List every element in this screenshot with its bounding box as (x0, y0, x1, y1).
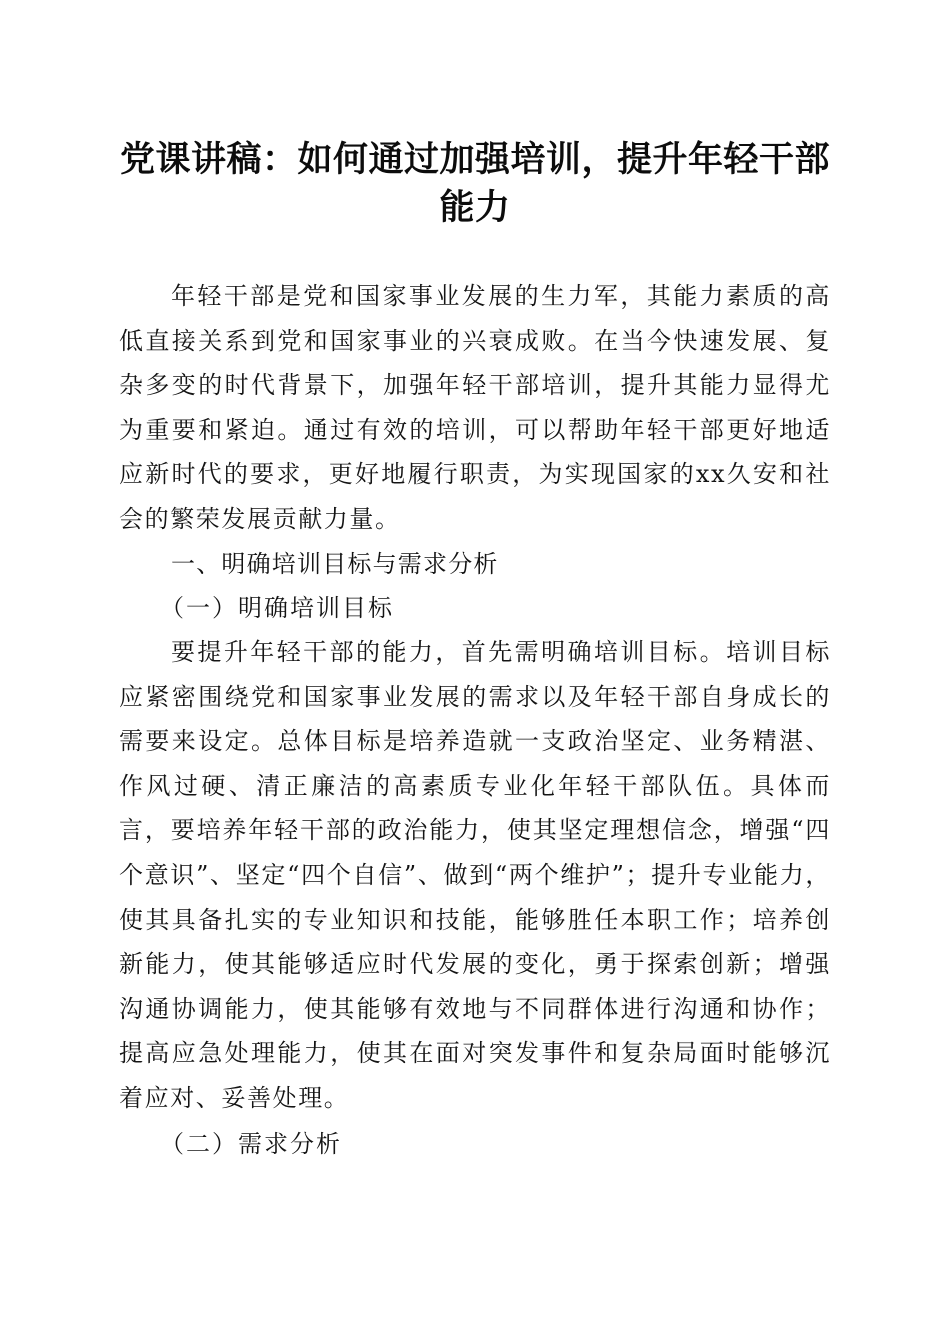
intro-paragraph: 年轻干部是党和国家事业发展的生力军，其能力素质的高低直接关系到党和国家事业的兴衰成败。在当今快速发展、复杂多变的时代背景下，加强年轻干部培训，提升其能力显得尤为重要和紧迫。通过有效的培训，可以帮助年轻干部更好地适应新时代的要求，更好地履行职责，为实现国家的xx久安和社会的繁荣发展贡献力量。 (119, 282, 831, 533)
subsection-heading-1-1: （一）明确培训目标 (160, 594, 394, 622)
subsection-heading-1-2: （二）需求分析 (160, 1130, 342, 1158)
subsection-1-1-paragraph: 要提升年轻干部的能力，首先需明确培训目标。培训目标应紧密围绕党和国家事业发展的需求以及年轻干部自身成长的需要来设定。总体目标是培养造就一支政治坚定、业务精湛、作风过硬、清正廉洁的高素质专业化年轻干部队伍。具体而言，要培养年轻干部的政治能力，使其坚定理想信念，增强“四个意识”、坚定“四个自信”、做到“两个维护”；提升专业能力，使其具备扎实的专业知识和技能，能够胜任本职工作；培养创新能力，使其能够适应时代发展的变化，勇于探索创新；增强沟通协调能力，使其能够有效地与不同群体进行沟通和协作；提高应急处理能力，使其在面对突发事件和复杂局面时能够沉着应对、妥善处理。 (119, 638, 831, 1112)
section-heading-1: 一、明确培训目标与需求分析 (171, 550, 499, 578)
document-title: 党课讲稿：如何通过加强培训，提升年轻干部能力 (119, 140, 830, 228)
